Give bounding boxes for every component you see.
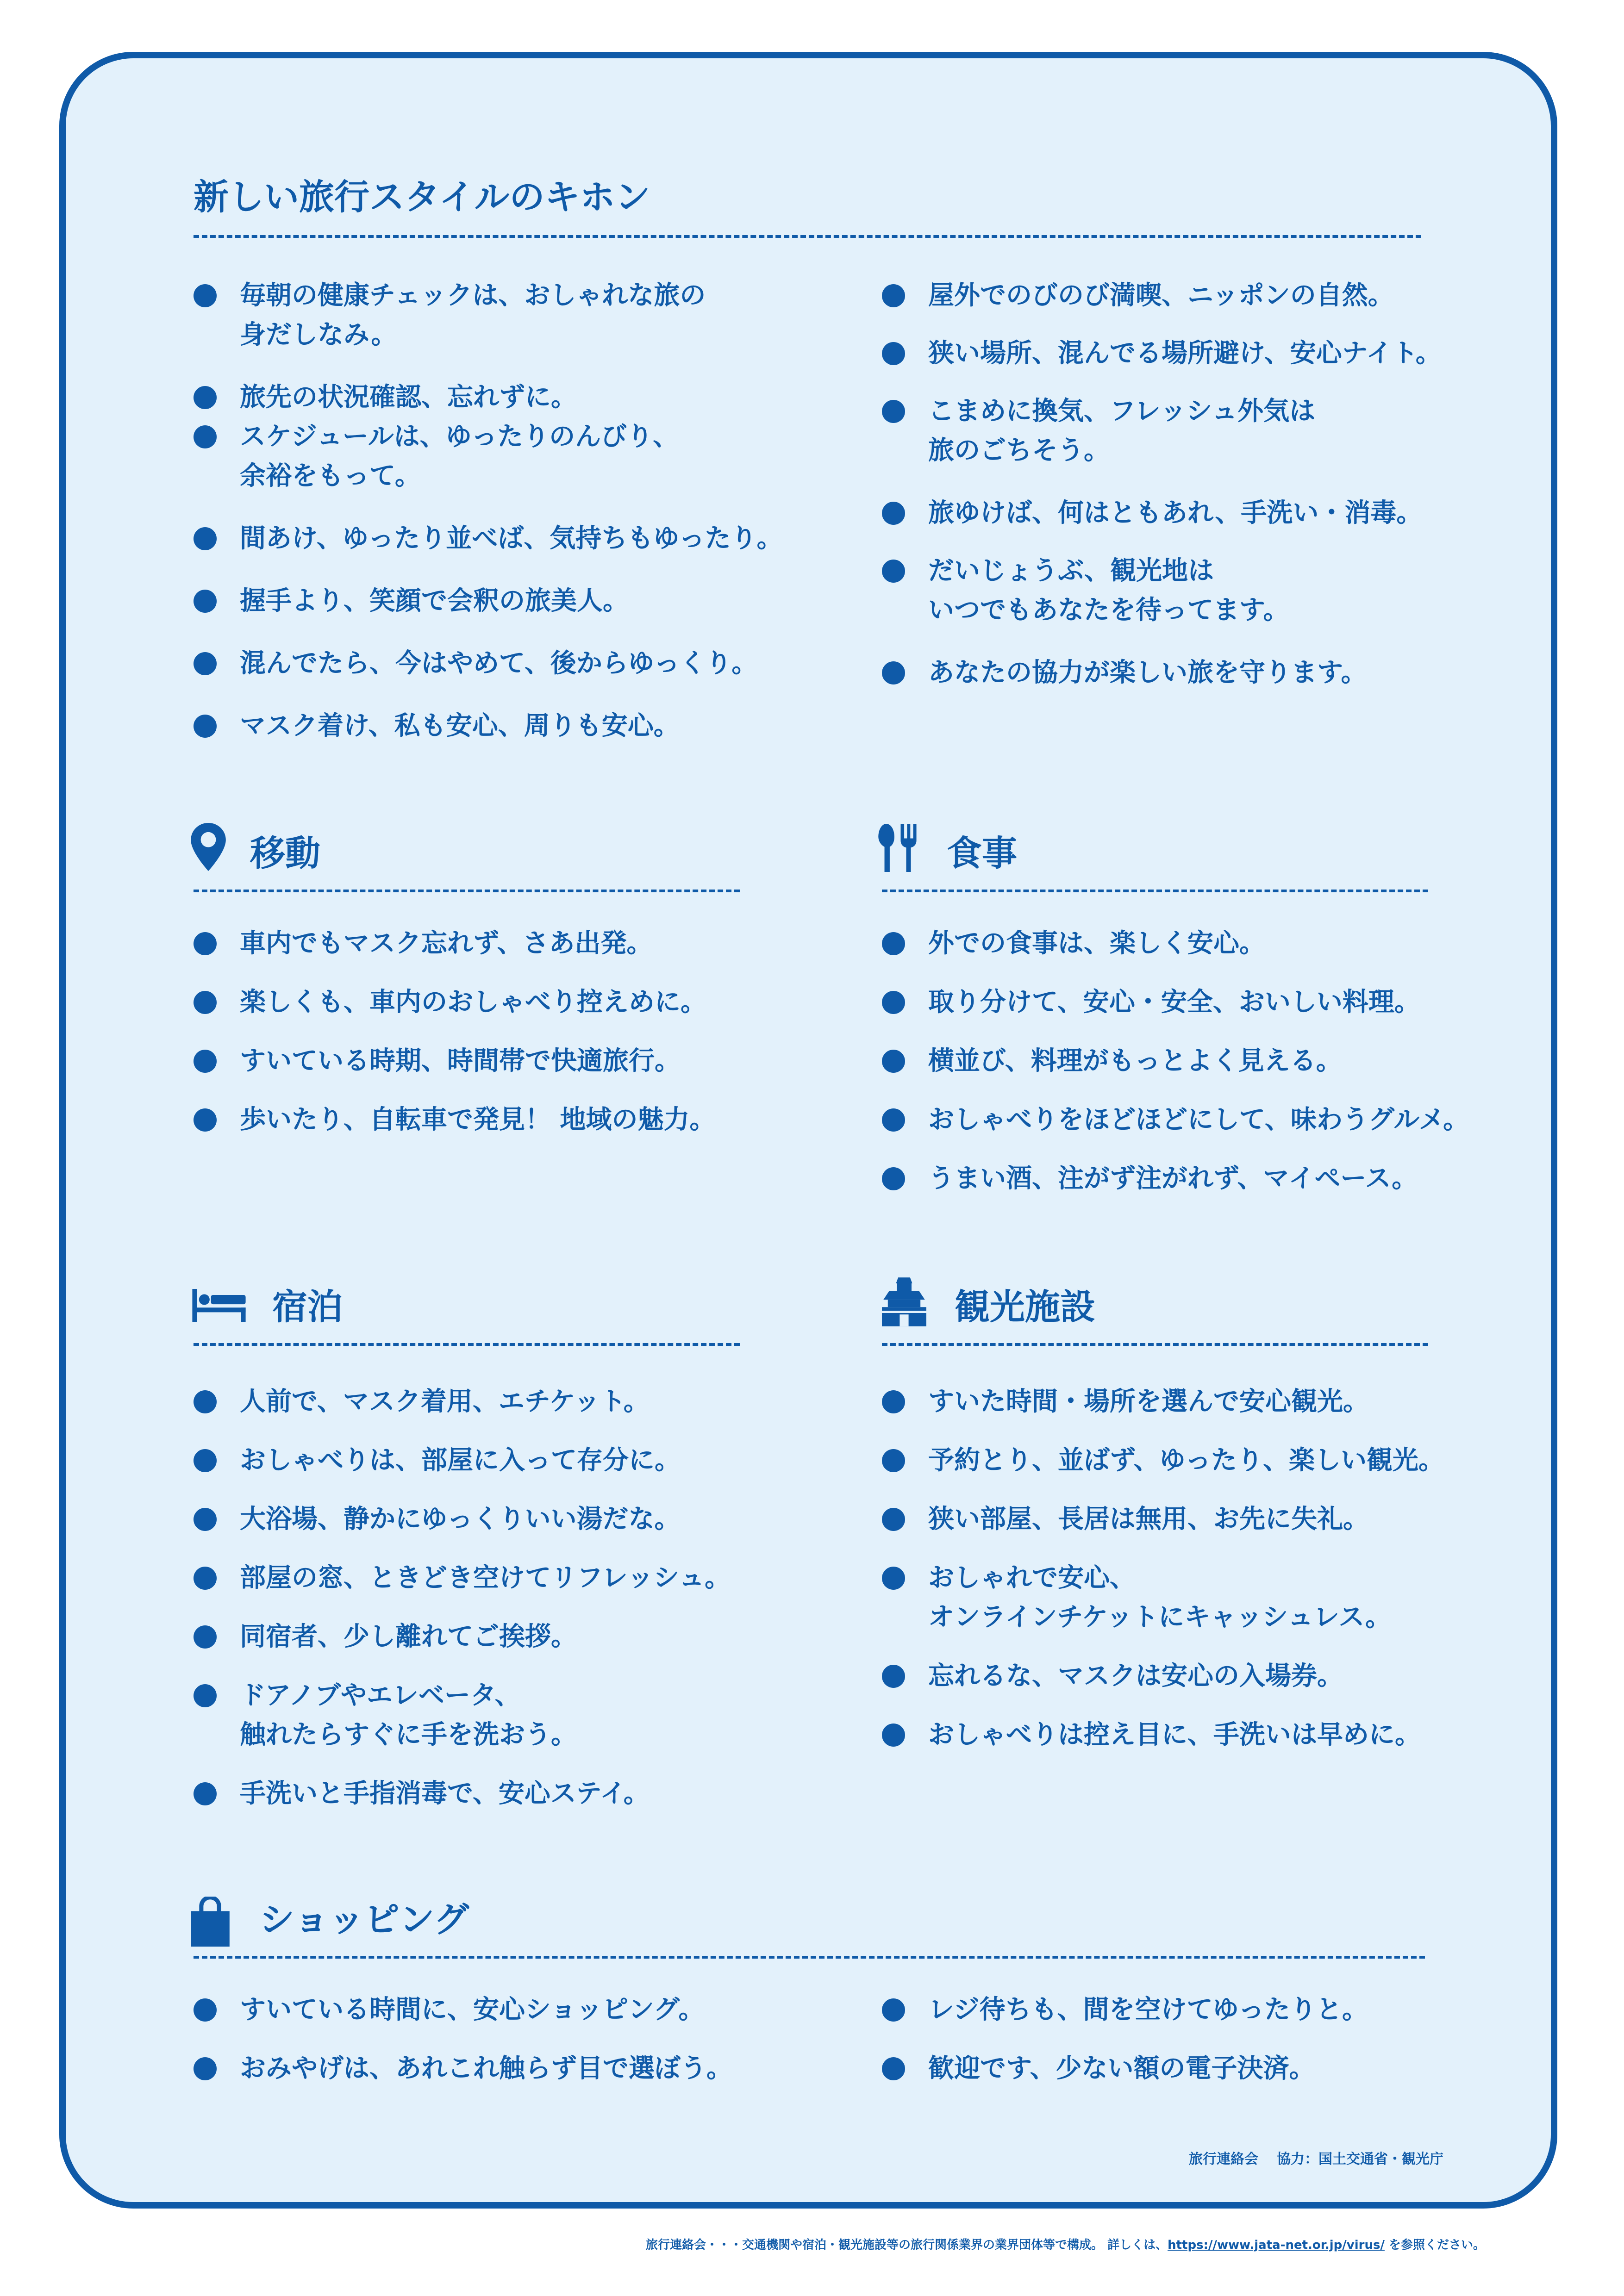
list-item: おみやげは、あれこれ触らず目で選ぼう。 (194, 2049, 832, 2088)
footnote (646, 2235, 1485, 2252)
footnote-text-after: を参照ください。 (1384, 2238, 1485, 2252)
footnote-link[interactable]: https://www.jata-net.or.jp/virus/ (1168, 2238, 1385, 2252)
list-item: 楽しくも、車内のおしゃべり控えめに。 (194, 983, 832, 1022)
list-item: 旅ゆけば、何はともあれ、手洗い・消毒。 (882, 493, 1493, 533)
list-item: うまい酒、注がず注がれず、マイペース。 (882, 1159, 1493, 1198)
fork-knife-icon (877, 824, 922, 874)
list-item: 手洗いと手指消毒で、安心ステイ。 (194, 1774, 832, 1813)
list-item: 取り分けて、安心・安全、おいしい料理。 (882, 983, 1493, 1022)
basics-title: 新しい旅行スタイルのキホン (194, 176, 650, 218)
list-item: おしゃれで安心、 オンラインチケットにキャッシュレス。 (882, 1558, 1493, 1637)
list-item: 歓迎です、少ない額の電子決済。 (882, 2049, 1493, 2088)
lodging-list (194, 1382, 832, 1813)
dining-title: 食事 (947, 833, 1017, 874)
list-item: レジ待ちも、間を空けてゆったりと。 (882, 1990, 1493, 2029)
list-item: マスク着け、私も安心、周りも安心。 (194, 706, 832, 746)
list-item: すいている時期、時間帯で快適旅行。 (194, 1041, 832, 1081)
list-item: 忘れるな、マスクは安心の入場券。 (882, 1656, 1493, 1696)
list-item: 旅先の状況確認、忘れずに。 (194, 378, 832, 417)
list-item: ドアノブやエレベータ、 触れたらすぐに手を洗おう。 (194, 1676, 832, 1755)
list-item: 毎朝の健康チェックは、おしゃれな旅の 身だしなみ。 (194, 276, 832, 355)
list-item: 間あけ、ゆったり並べば、気持ちもゆったり。 (194, 519, 832, 558)
list-item: すいている時間に、安心ショッピング。 (194, 1990, 832, 2029)
sightseeing-divider (882, 1343, 1428, 1346)
list-item: すいた時間・場所を選んで安心観光。 (882, 1382, 1493, 1421)
list-item: 狭い部屋、長居は無用、お先に失礼。 (882, 1500, 1493, 1539)
list-item: おしゃべりは控え目に、手洗いは早めに。 (882, 1715, 1493, 1755)
list-item: 人前で、マスク着用、エチケット。 (194, 1382, 832, 1421)
shopping-list-right (882, 1990, 1493, 2088)
transport-list (194, 924, 832, 1139)
list-item: 大浴場、静かにゆっくりいい湯だな。 (194, 1500, 832, 1539)
credit-cooperation: 協力：国土交通省・観光庁 (1277, 2151, 1443, 2167)
basics-list-right (882, 276, 1493, 692)
basics-divider (194, 235, 1421, 238)
basics-list-left (194, 276, 832, 746)
list-item: あなたの協力が楽しい旅を守ります。 (882, 653, 1493, 692)
shopping-title: ショッピング (259, 1899, 469, 1940)
list-item: 握手より、笑顔で会釈の旅美人。 (194, 581, 832, 621)
sightseeing-list (882, 1382, 1493, 1755)
list-item: 混んでたら、今はやめて、後からゆっくり。 (194, 644, 832, 683)
list-item: 狭い場所、混んでる場所避け、安心ナイト。 (882, 334, 1493, 373)
lodging-divider (194, 1343, 740, 1346)
shopping-list-left (194, 1990, 832, 2088)
credit-line (1189, 2147, 1443, 2168)
list-item: 同宿者、少し離れてご挨拶。 (194, 1617, 832, 1656)
dining-divider (882, 890, 1428, 892)
castle-icon (882, 1277, 926, 1328)
list-item: おしゃべりをほどほどにして、味わうグルメ。 (882, 1100, 1493, 1139)
list-item: 屋外でのびのび満喫、ニッポンの自然。 (882, 276, 1493, 315)
bed-icon (192, 1289, 246, 1324)
list-item: こまめに換気、フレッシュ外気は 旅のごちそう。 (882, 392, 1493, 470)
shopping-divider (194, 1956, 1425, 1959)
transport-divider (194, 890, 740, 892)
list-item: だいじょうぶ、観光地は いつでもあなたを待ってます。 (882, 551, 1493, 630)
sightseeing-title: 観光施設 (955, 1286, 1095, 1327)
credit-org: 旅行連絡会 (1189, 2151, 1258, 2167)
list-item: 歩いたり、自転車で発見！ 地域の魅力。 (194, 1100, 832, 1139)
list-item: スケジュールは、ゆったりのんびり、 余裕をもって。 (194, 417, 832, 496)
list-item: 予約とり、並ばず、ゆったり、楽しい観光。 (882, 1441, 1493, 1480)
footnote-text: 旅行連絡会・・・交通機関や宿泊・観光施設等の旅行関係業界の業界団体等で構成。 詳しくは、 (646, 2238, 1168, 2252)
transport-title: 移動 (250, 833, 320, 874)
list-item: 外での食事は、楽しく安心。 (882, 924, 1493, 963)
shopping-bag-icon (191, 1897, 230, 1948)
list-item: 部屋の窓、ときどき空けてリフレッシュ。 (194, 1558, 832, 1598)
list-item: 横並び、料理がもっとよく見える。 (882, 1041, 1493, 1081)
dining-list (882, 924, 1493, 1198)
list-item: おしゃべりは、部屋に入って存分に。 (194, 1441, 832, 1480)
lodging-title: 宿泊 (272, 1286, 343, 1327)
map-pin-icon (191, 823, 226, 873)
list-item: 車内でもマスク忘れず、さあ出発。 (194, 924, 832, 963)
